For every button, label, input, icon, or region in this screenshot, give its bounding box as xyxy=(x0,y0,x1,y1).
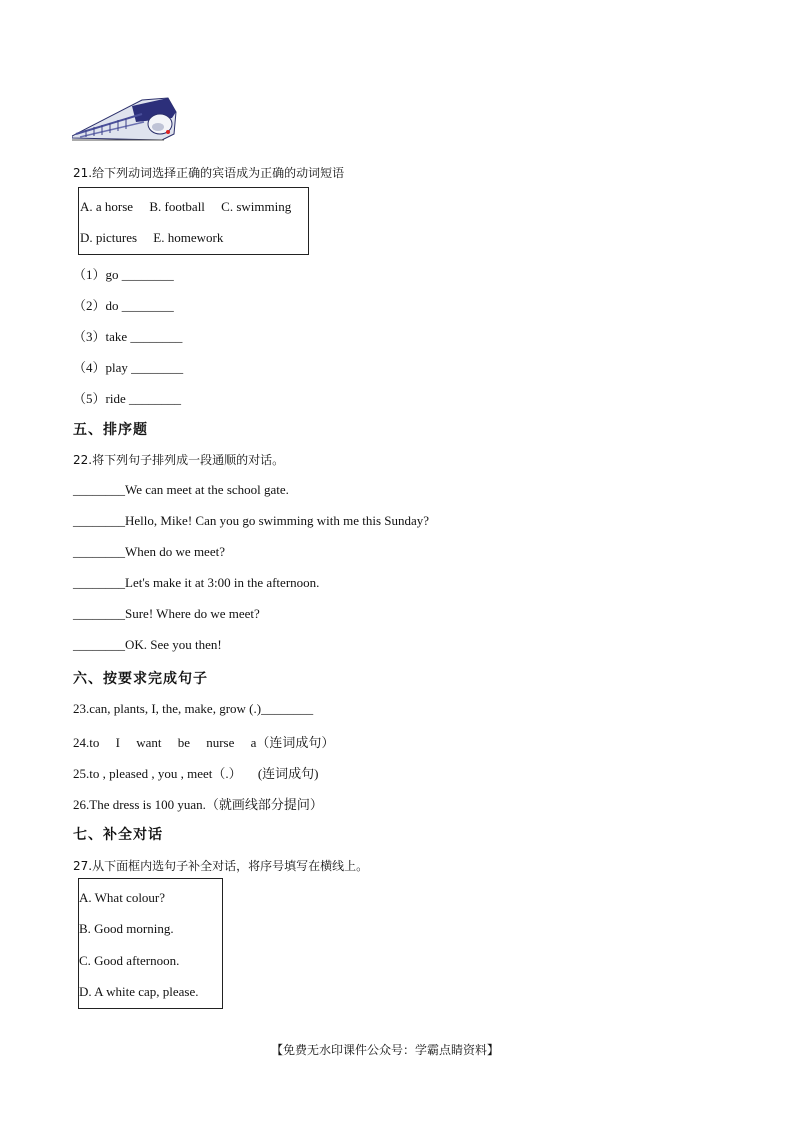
q23: 23.can, plants, I, the, make, grow (.)________ xyxy=(73,701,314,716)
q22-line: ________We can meet at the school gate. xyxy=(73,482,289,497)
q21-item: （2）do ________ xyxy=(73,298,174,313)
q22-line: ________When do we meet? xyxy=(73,544,225,559)
q21-item: （3）take ________ xyxy=(73,329,183,344)
q27-title: 27.从下面框内选句子补全对话，将序号填写在横线上。 xyxy=(73,859,369,873)
q22-title: 22.将下列句子排列成一段通顺的对话。 xyxy=(73,453,285,467)
q27-option: B. Good morning. xyxy=(79,921,174,936)
section6-heading: 六、按要求完成句子 xyxy=(73,671,208,687)
q21-item: （1）go ________ xyxy=(73,267,174,282)
q22-line: ________Let's make it at 3:00 in the afternoon. xyxy=(73,575,320,590)
q21-item: （4）play ________ xyxy=(73,360,184,375)
section5-heading: 五、排序题 xyxy=(73,422,148,438)
q22-line: ________Hello, Mike! Can you go swimming with me this Sunday? xyxy=(73,513,430,528)
train-illustration xyxy=(72,96,178,144)
q21-title: 21.给下列动词选择正确的宾语成为正确的动词短语 xyxy=(73,166,345,180)
q21-item: （5）ride ________ xyxy=(73,391,181,406)
q27-options-box xyxy=(78,878,223,1009)
q27-option: A. What colour? xyxy=(79,890,166,905)
footer-watermark-text: 【免费无水印课件公众号：学霸点睛资料】 xyxy=(271,1043,500,1057)
q27-option: D. A white cap, please. xyxy=(79,984,199,999)
q26: 26.The dress is 100 yuan.（就画线部分提问） xyxy=(73,797,323,812)
q21-options-box xyxy=(78,187,309,255)
q27-option: C. Good afternoon. xyxy=(79,953,180,968)
q21-options-line2: D. pictures E. homework xyxy=(80,230,224,245)
q24: 24.to I want be nurse a（连词成句） xyxy=(73,735,335,750)
q22-line: ________OK. See you then! xyxy=(73,637,222,652)
q22-line: ________Sure! Where do we meet? xyxy=(73,606,260,621)
q25: 25.to , pleased , you , meet（.） (连词成句) xyxy=(73,766,319,781)
q21-options-line1: A. a horse B. football C. swimming xyxy=(80,199,292,214)
section7-heading: 七、补全对话 xyxy=(73,827,163,843)
